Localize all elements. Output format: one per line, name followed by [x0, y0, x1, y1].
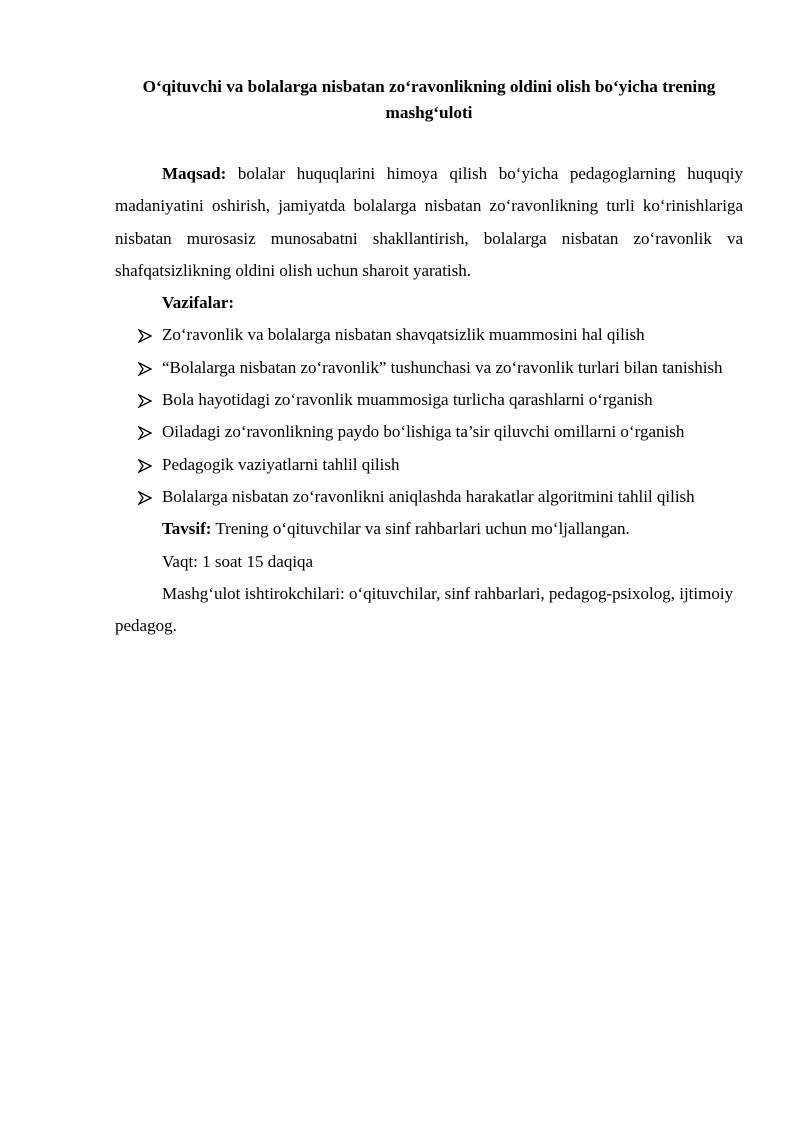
arrow-bullet-icon [138, 394, 152, 408]
duration-line: Vaqt: 1 soat 15 daqiqa [162, 551, 314, 571]
document-page [115, 74, 743, 642]
task-text: Zo‘ravonlik va bolalarga nisbatan shavqatsizlik muammosini hal qilish [162, 325, 645, 345]
arrow-bullet-icon [138, 426, 152, 440]
description-text: Trening o‘qituvchilar va sinf rahbarlari uchun mo‘ljallangan. [211, 519, 630, 539]
arrow-bullet-icon [138, 459, 152, 473]
goal-label: Maqsad: [162, 164, 227, 183]
task-item [115, 416, 743, 448]
goal-text: bolalar huquqlarini himoya qilish bo‘yicha pedagoglarning huquqiy madaniyatini oshirish, jamiyatda bolalarga nisbatan zo‘ravonlikning turli ko‘rinishlariga nisbatan murosasiz munosabatni shakllantirish, bolalarga nisbatan zo‘ravonlik va shafqatsizlikning oldini olish uchun sharoit yaratish. [115, 164, 743, 280]
goal-paragraph [115, 158, 743, 287]
task-item [115, 449, 743, 481]
task-item [115, 384, 743, 416]
task-item [115, 319, 743, 351]
description-line [115, 513, 743, 545]
task-text: Bolalarga nisbatan zo‘ravonlikni aniqlashda harakatlar algoritmini tahlil qilish [162, 486, 695, 506]
document-title: O‘qituvchi va bolalarga nisbatan zo‘ravonlikning oldini olish bo‘yicha trening mashg‘uloti [142, 77, 716, 122]
task-text: Pedagogik vaziyatlarni tahlil qilish [162, 454, 400, 474]
description-label: Tavsif: [162, 519, 212, 539]
tasks-heading: Vazifalar: [162, 293, 235, 313]
task-text: Bola hayotidagi zo‘ravonlik muammosiga turlicha qarashlarni o‘rganish [162, 390, 653, 410]
task-text: Oiladagi zo‘ravonlikning paydo bo‘lishiga ta’sir qiluvchi omillarni o‘rganish [162, 422, 685, 442]
task-text: “Bolalarga nisbatan zo‘ravonlik” tushunchasi va zo‘ravonlik turlari bilan tanishish [162, 357, 723, 377]
arrow-bullet-icon [138, 329, 152, 343]
participants-paragraph: Mashg‘ulot ishtirokchilari: o‘qituvchilar, sinf rahbarlari, pedagog-psixolog, ijtimoiy pedagog. [115, 583, 734, 636]
task-item [115, 481, 743, 513]
arrow-bullet-icon [138, 362, 152, 376]
arrow-bullet-icon [138, 491, 152, 505]
task-item [115, 352, 743, 384]
tasks-list [115, 319, 743, 513]
